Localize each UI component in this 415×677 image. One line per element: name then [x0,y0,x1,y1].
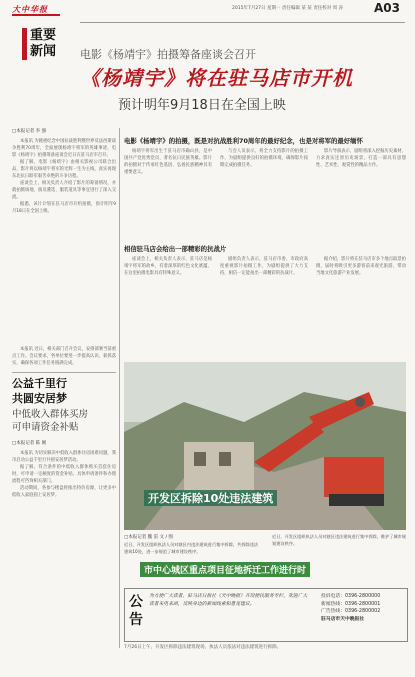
movie-section-title: 电影《杨靖宇》的拍摄，既是对抗战胜利70周年的最好纪念，也是对将军的最好缅怀 [124,137,363,145]
column-divider [119,128,120,648]
second-col-3-text: 据介绍，影片将在驻马店市多个地点取景拍摄，届时将吸引更多游客前来观光旅游，带动当地文化旅游产业发展。 [316,257,406,276]
photo-reporter: □本报记者 魏 雷 文 / 图 [124,535,173,540]
side-reporter: □本报记者 陈 刚 [12,441,47,446]
side-bottom-body [12,450,116,610]
notice-contact-line: 广告热线：0396-2800002 [321,609,381,614]
side-top-body [12,346,116,370]
movie-col-2 [220,148,308,240]
movie-col-3-text: 影片导演表示，剧组将深入挖掘历史素材，力求真实还原历史场景，打造一部具有思想性、艺术性、观赏性的精品力作。 [316,149,406,168]
second-col-3 [316,256,406,356]
lead-paragraph: 据悉，该片计划在驻马店市开机拍摄，预计明年9月18日在全国上映。 [12,202,116,214]
newspaper-logo: 大中华报 [12,4,48,14]
second-col-2-text: 剧组负责人表示，驻马店市委、市政府高度重视影片拍摄工作，为剧组提供了大力支持，相信一定能拍出一部精彩的抗战片。 [220,257,308,276]
movie-col-1 [124,148,212,240]
notice-contact-line: 投诉电话：0396-2800000 [321,594,381,599]
lead-subhead: 预计明年9月18日在全国上映 [118,98,286,113]
side-headline-1: 公益千里行 共圆安居梦 [12,377,67,405]
lead-paragraph: 据了解，电影《杨靖宇》由相关影视公司联合出品，影片将以杨靖宇将军的光辉一生为主线，真实再现东北抗日联军艰苦卓绝的斗争历程。 [12,160,116,179]
side-paragraph: 本报讯 为切实解决中低收入群体住房困难问题，我市启动公益千里行共圆安居梦活动。 [12,451,116,463]
section-marker [22,28,27,60]
second-col-1-text: 座谈会上，相关负责人表示，驻马店是杨靖宇将军的故乡，有着深厚的红色文化底蕴，在这里拍摄电影具有特殊意义。 [124,257,212,276]
demolition-photo [124,362,406,530]
side-divider [12,372,116,373]
lead-kicker: 电影《杨靖宇》拍摄筹备座谈会召开 [80,48,256,61]
movie-col-2-text: 与会人员表示，将全力支持影片的拍摄工作，为剧组提供良好的拍摄环境，确保影片按期完成拍摄任务。 [220,149,308,168]
lead-paragraph: 座谈会上，相关负责人介绍了影片的筹备情况，并就拍摄场地、演员遴选、服装道具等事宜进行了深入交流。 [12,181,116,200]
lead-reporter: □本报记者 李 强 [12,129,47,134]
photo-headline: 开发区拆除10处违法建筑 [144,490,277,506]
second-col-2 [220,256,308,356]
lead-body [12,138,116,341]
side-paragraph: 据了解，符合条件的中低收入群体购买首套住房时，可申请一定额度的资金补贴，具体申请条件和办理流程可咨询相关部门。 [12,465,116,484]
side-top-paragraph: 本报讯 近日，相关部门召开会议，安排部署当前重点工作。会议要求，各单位要进一步提高认识，狠抓落实，确保各项工作任务圆满完成。 [12,347,116,366]
header-rule [80,22,405,23]
notice-contact-line: 新闻热线：0396-2800001 [321,601,381,607]
movie-col-1-text: 杨靖宇将军出生于驻马店市确山县，是中国共产党优秀党员、著名抗日民族英雄。影片的拍摄对于传承红色基因、弘扬民族精神具有重要意义。 [124,149,212,175]
notice-text: 为方便广大读者，驻马店日报社《天中晚报》开设便民服务专栏，欢迎广大读者来电来函，反映身边的新闻线索和意见建议。 [149,594,308,607]
lead-headline: 《杨靖宇》将在驻马店市开机 [80,66,353,90]
movie-col-3 [316,148,406,240]
footer-text: 7月26日上午，开发区拆除违法建筑现场，执法人员依法对违法建筑进行拆除。 [124,645,282,650]
notice-title: 公告 [129,594,143,628]
page-header-info: 2015年7月27日 星期一 责任编辑 某 某 责任校对 周 涛 [232,6,344,11]
notice-box [124,588,408,642]
side-headline-2: 中低收入群体买房 可申请资金补贴 [12,409,89,433]
notice-contacts [321,593,405,623]
section-label: 重要 新闻 [30,28,57,59]
notice-contact-line: 驻马店市天中晚报社 [321,616,365,622]
photo-caption: 近日，开发区组织执法人员对辖区内违法建筑进行集中拆除，共拆除违法建筑10处，进一步规范了城市建设秩序。 [124,542,259,554]
logo-underline [12,14,60,16]
lead-paragraph: 本报讯 为隆重纪念中国抗战胜利暨世界反法西斯战争胜利70周年，全面展现杨靖宇将军的英雄事迹，电影《杨靖宇》拍摄筹备座谈会近日在驻马店市召开。 [12,139,116,158]
photo-right-caption: 近日，开发区组织执法人员对辖区违法建筑进行集中拆除，维护了城市规划建设秩序。 [272,534,406,546]
second-col-1 [124,256,212,356]
side-paragraph: 活动期间，各参与楼盘将推出特价房源，让更多中低收入家庭圆上安居梦。 [12,486,116,498]
second-section-title: 相信驻马店会给出一部精彩的抗战片 [124,245,227,253]
page-number: A03 [374,1,400,15]
project-banner: 市中心城区重点项目征地拆迁工作进行时 [140,562,310,577]
